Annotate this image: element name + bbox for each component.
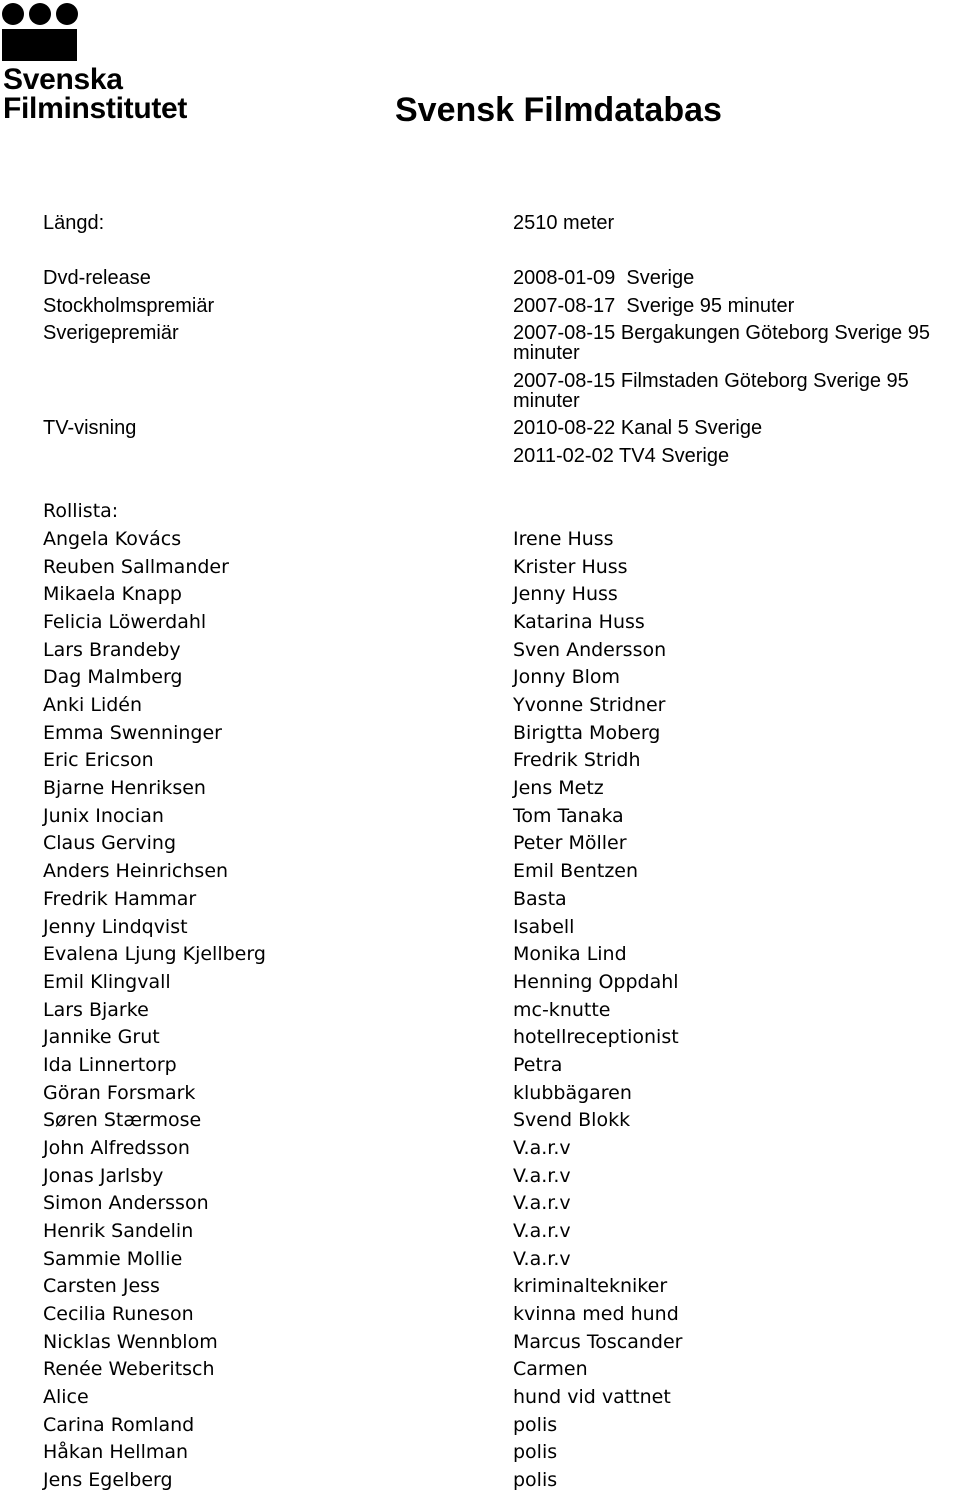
logo-dots (2, 3, 78, 25)
cast-actor: John Alfredsson (43, 1137, 190, 1159)
cast-role: Tom Tanaka (513, 805, 624, 827)
cast-actor: Bjarne Henriksen (43, 777, 206, 799)
cast-actor: Claus Gerving (43, 832, 177, 854)
cast-actor: Ida Linnertorp (43, 1054, 177, 1076)
cast-actor: Junix Inocian (43, 805, 164, 827)
length-label: Längd: (43, 212, 105, 234)
cast-heading: Rollista: (43, 500, 119, 522)
cast-role: Svend Blokk (513, 1109, 631, 1131)
cast-role: Carmen (513, 1358, 588, 1380)
cast-role: mc-knutte (513, 999, 611, 1021)
cast-role: Petra (513, 1054, 563, 1076)
tv-showing-value-1: 2010-08-22 Kanal 5 Sverige (513, 417, 763, 439)
cast-actor: Lars Bjarke (43, 999, 149, 1021)
cast-actor: Dag Malmberg (43, 666, 183, 688)
cast-role: Peter Möller (513, 832, 627, 854)
cast-role: Henning Oppdahl (513, 971, 679, 993)
cast-actor: Jonas Jarlsby (43, 1165, 164, 1187)
cast-actor: Nicklas Wennblom (43, 1331, 218, 1353)
cast-role: Monika Lind (513, 943, 627, 965)
logo-block (2, 29, 77, 61)
cast-actor: Emil Klingvall (43, 971, 171, 993)
cast-role: Marcus Toscander (513, 1331, 683, 1353)
cast-actor: Jens Egelberg (43, 1469, 173, 1491)
sweden-premiere-label: Sverigepremiär (43, 322, 179, 344)
cast-role: hotellreceptionist (513, 1026, 679, 1048)
svenska-filminstitutet-logo (0, 0, 200, 130)
cast-actor: Eric Ericson (43, 749, 154, 771)
cast-role: V.a.r.v (513, 1220, 571, 1242)
cast-actor: Alice (43, 1386, 89, 1408)
cast-role: V.a.r.v (513, 1248, 571, 1270)
cast-role: Emil Bentzen (513, 860, 639, 882)
cast-actor: Cecilia Runeson (43, 1303, 194, 1325)
cast-actor: Anders Heinrichsen (43, 860, 229, 882)
sweden-premiere-value-1: 2007-08-15 Bergakungen Göteborg Sverige 95 minuter (513, 322, 930, 364)
cast-actor: Göran Forsmark (43, 1082, 196, 1104)
cast-actor: Reuben Sallmander (43, 556, 229, 578)
cast-actor: Jannike Grut (43, 1026, 160, 1048)
cast-role: V.a.r.v (513, 1165, 571, 1187)
cast-actor: Henrik Sandelin (43, 1220, 194, 1242)
cast-role: Katarina Huss (513, 611, 645, 633)
cast-actor: Felicia Löwerdahl (43, 611, 207, 633)
cast-role: Irene Huss (513, 528, 614, 550)
cast-role: Krister Huss (513, 556, 628, 578)
cast-actor: Håkan Hellman (43, 1441, 189, 1463)
cast-actor: Sammie Mollie (43, 1248, 183, 1270)
cast-actor: Anki Lidén (43, 694, 143, 716)
tv-showing-label: TV-visning (43, 417, 137, 439)
cast-role: kriminaltekniker (513, 1275, 668, 1297)
dvd-release-value: 2008-01-09 Sverige (513, 267, 695, 289)
cast-actor: Renée Weberitsch (43, 1358, 215, 1380)
cast-role: polis (513, 1441, 558, 1463)
sweden-premiere-value-2: 2007-08-15 Filmstaden Göteborg Sverige 95 minuter (513, 370, 909, 412)
cast-role: Isabell (513, 916, 575, 938)
cast-actor: Jenny Lindqvist (43, 916, 188, 938)
cast-role: hund vid vattnet (513, 1386, 671, 1408)
page-title: Svensk Filmdatabas (395, 91, 722, 129)
length-value: 2510 meter (513, 212, 615, 234)
cast-role: Fredrik Stridh (513, 749, 641, 771)
cast-actor: Simon Andersson (43, 1192, 209, 1214)
cast-role: V.a.r.v (513, 1192, 571, 1214)
cast-role: Jenny Huss (513, 583, 618, 605)
cast-role: Jonny Blom (513, 666, 621, 688)
cast-role: Yvonne Stridner (513, 694, 666, 716)
logo-text-svenska: Svenska (3, 63, 123, 96)
cast-actor: Carsten Jess (43, 1275, 160, 1297)
stockholm-premiere-value: 2007-08-17 Sverige 95 minuter (513, 295, 795, 317)
cast-actor: Fredrik Hammar (43, 888, 197, 910)
stockholm-premiere-label: Stockholmspremiär (43, 295, 215, 317)
cast-actor: Carina Romland (43, 1414, 195, 1436)
logo-text-filminstitutet: Filminstitutet (3, 92, 188, 125)
cast-role: Sven Andersson (513, 639, 667, 661)
cast-role: polis (513, 1469, 558, 1491)
cast-actor: Søren Stærmose (43, 1109, 202, 1131)
cast-role: polis (513, 1414, 558, 1436)
cast-actor: Mikaela Knapp (43, 583, 182, 605)
cast-actor: Emma Swenninger (43, 722, 222, 744)
cast-role: kvinna med hund (513, 1303, 679, 1325)
cast-role: Jens Metz (513, 777, 604, 799)
cast-role: klubbägaren (513, 1082, 632, 1104)
cast-actor: Lars Brandeby (43, 639, 181, 661)
cast-actor: Evalena Ljung Kjellberg (43, 943, 266, 965)
dvd-release-label: Dvd-release (43, 267, 151, 289)
tv-showing-value-2: 2011-02-02 TV4 Sverige (513, 445, 730, 467)
cast-role: V.a.r.v (513, 1137, 571, 1159)
cast-role: Birigtta Moberg (513, 722, 661, 744)
cast-actor: Angela Kovács (43, 528, 182, 550)
cast-role: Basta (513, 888, 567, 910)
